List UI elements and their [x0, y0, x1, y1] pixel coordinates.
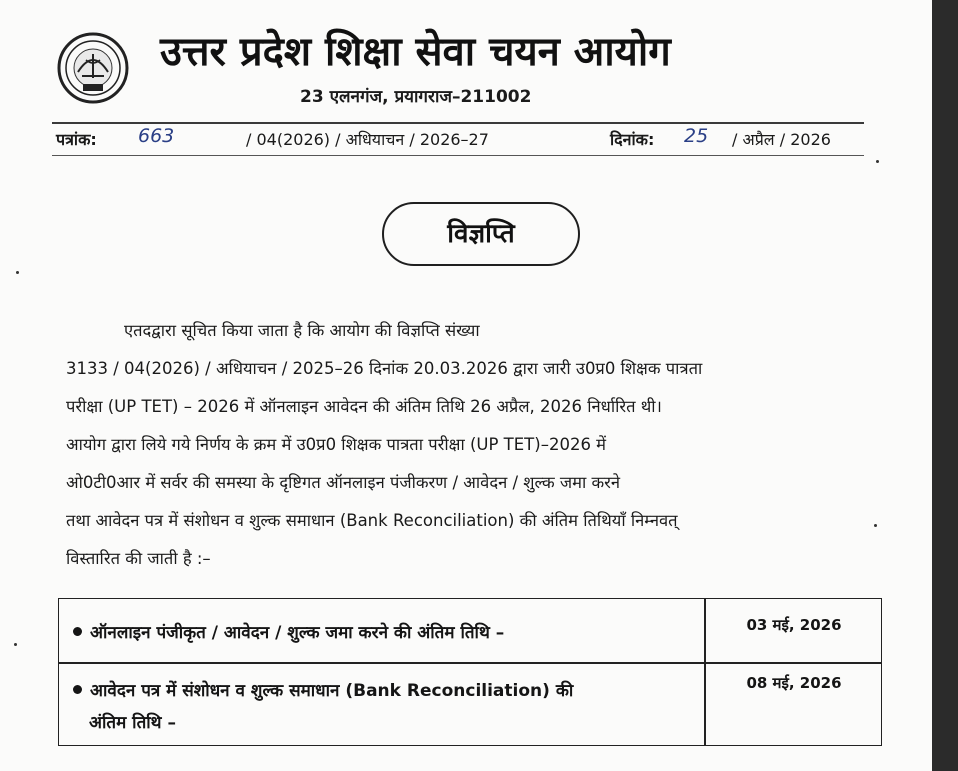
deadline-label-continued: अंतिम तिथि –: [89, 713, 176, 733]
letter-reference-suffix: / 04(2026) / अधियाचन / 2026–27: [246, 130, 489, 149]
notice-line: परीक्षा (UP TET) – 2026 में ऑनलाइन आवेदन की अंतिम तिथि 26 अप्रैल, 2026 निर्धारित थी।: [66, 397, 662, 416]
scan-speck: [16, 271, 19, 274]
date-label: दिनांक:: [610, 130, 655, 149]
notice-line: आयोग द्वारा लिये गये निर्णय के क्रम में उ0प्र0 शिक्षक पात्रता परीक्षा (UP TET)–2026 में: [66, 435, 607, 454]
notice-line: एतदद्वारा सूचित किया जाता है कि आयोग की विज्ञप्ति संख्या: [124, 321, 480, 340]
notice-line: 3133 / 04(2026) / अधियाचन / 2025–26 दिनांक 20.03.2026 द्वारा जारी उ0प्र0 शिक्षक पात्रता: [66, 359, 703, 378]
notice-heading: विज्ञप्ति: [447, 219, 515, 249]
notice-heading-box: [382, 202, 580, 266]
bullet-icon: [73, 685, 82, 694]
commission-name: उत्तर प्रदेश शिक्षा सेवा चयन आयोग: [160, 29, 671, 75]
viewer-edge: [932, 0, 958, 771]
scan-speck: [876, 160, 879, 163]
date-suffix: / अप्रैल / 2026: [732, 130, 831, 149]
notice-line: विस्तारित की जाती है :–: [66, 549, 211, 568]
deadline-label: आवेदन पत्र में संशोधन व शुल्क समाधान (Bank Reconciliation) की: [73, 675, 693, 707]
scan-speck: [874, 524, 877, 527]
scan-speck: [14, 643, 17, 646]
commission-address: 23 एलनगंज, प्रयागराज–211002: [300, 87, 532, 107]
deadline-label: ऑनलाइन पंजीकृत / आवेदन / शुल्क जमा करने की अंतिम तिथि –: [73, 617, 693, 649]
notice-line: तथा आवेदन पत्र में संशोधन व शुल्क समाधान (Bank Reconciliation) की अंतिम तिथियाँ निम्नवत्: [66, 511, 678, 530]
letter-number-handwritten: 663: [138, 125, 175, 147]
notice-line: ओ0टी0आर में सर्वर की समस्या के दृष्टिगत ऑनलाइन पंजीकरण / आवेदन / शुल्क जमा करने: [66, 473, 621, 492]
commission-seal-icon: [56, 28, 130, 108]
deadline-date: 08 मई, 2026: [746, 674, 842, 692]
date-day-handwritten: 25: [684, 125, 709, 147]
letter-number-label: पत्रांक:: [56, 130, 97, 149]
table-row-divider: [59, 662, 881, 664]
reference-divider: [52, 155, 864, 156]
deadlines-table: [58, 598, 882, 746]
notice-body: [66, 312, 858, 578]
bullet-icon: [73, 627, 82, 636]
deadline-date: 03 मई, 2026: [746, 616, 842, 634]
